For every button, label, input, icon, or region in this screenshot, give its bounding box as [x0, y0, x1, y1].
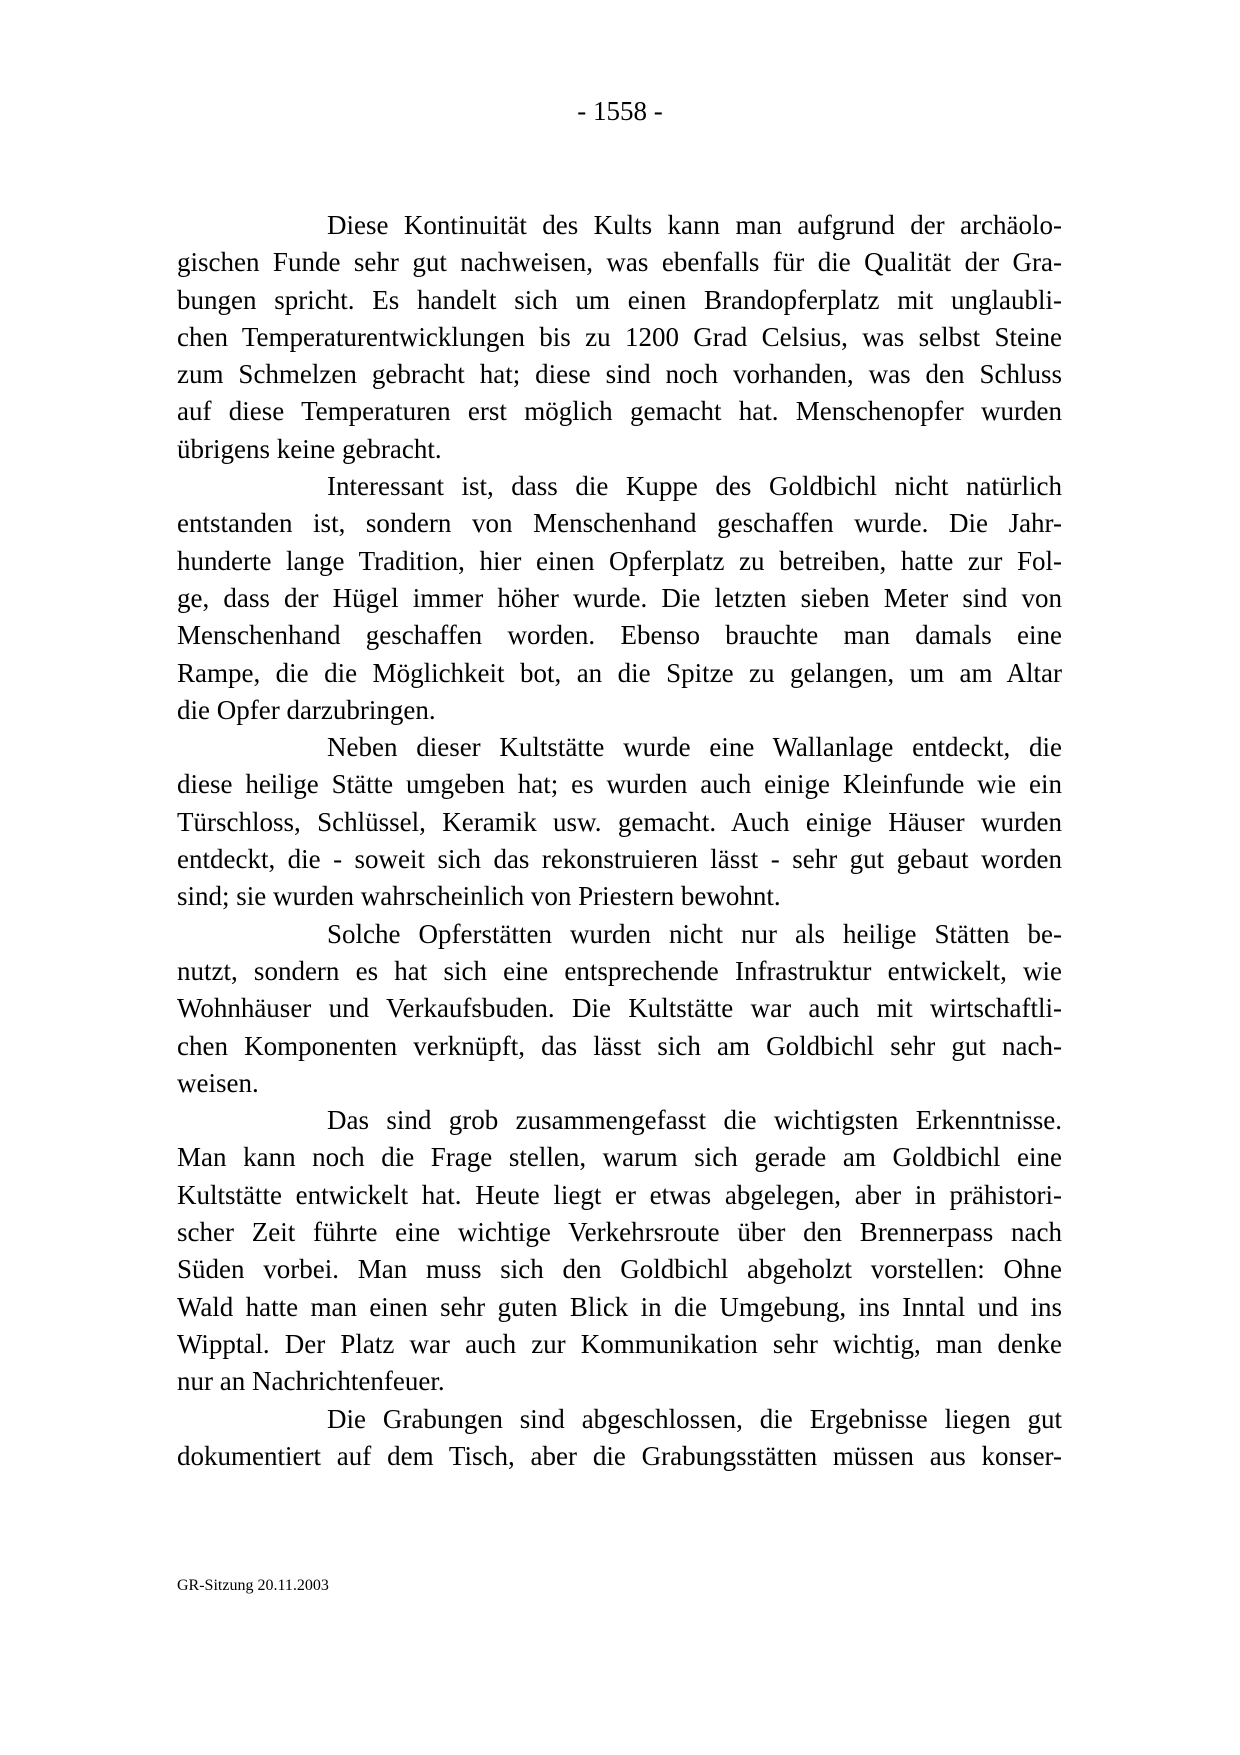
- text-line: Rampe, die die Möglichkeit bot, an die Spitze zu gelangen, um am Altar: [177, 657, 1062, 688]
- text-line: bungen spricht. Es handelt sich um einen Brandopferplatz mit unglaubli-: [177, 284, 1062, 315]
- text-line: Wipptal. Der Platz war auch zur Kommunikation sehr wichtig, man denke: [177, 1328, 1062, 1359]
- text-line: hunderte lange Tradition, hier einen Opferplatz zu betreiben, hatte zur Fol-: [177, 545, 1062, 576]
- text-line: Türschloss, Schlüssel, Keramik usw. gemacht. Auch einige Häuser wurden: [177, 806, 1062, 837]
- text-line: Wald hatte man einen sehr guten Blick in die Umgebung, ins Inntal und ins: [177, 1291, 1062, 1322]
- text-line: Wohnhäuser und Verkaufsbuden. Die Kultstätte war auch mit wirtschaftli-: [177, 993, 1062, 1024]
- text-line: dokumentiert auf dem Tisch, aber die Grabungsstätten müssen aus konser-: [177, 1440, 1062, 1471]
- text-line: chen Komponenten verknüpft, das lässt sich am Goldbichl sehr gut nach-: [177, 1030, 1062, 1061]
- text-line: chen Temperaturentwicklungen bis zu 1200 Grad Celsius, was selbst Steine: [177, 321, 1062, 352]
- text-line: Diese Kontinuität des Kults kann man aufgrund der archäolo-: [327, 210, 1062, 240]
- body-text: [177, 207, 1062, 1475]
- text-line: scher Zeit führte eine wichtige Verkehrsroute über den Brennerpass nach: [177, 1217, 1062, 1248]
- text-line: Solche Opferstätten wurden nicht nur als heilige Stätten be-: [327, 918, 1062, 949]
- text-line: auf diese Temperaturen erst möglich gemacht hat. Menschenopfer wurden: [177, 396, 1062, 427]
- text-line: diese heilige Stätte umgeben hat; es wurden auch einige Kleinfunde wie ein: [177, 769, 1062, 800]
- text-line: nur an Nachrichtenfeuer.: [177, 1366, 445, 1397]
- text-line: nutzt, sondern es hat sich eine entsprechende Infrastruktur entwickelt, wie: [177, 955, 1062, 986]
- text-line: Kultstätte entwickelt hat. Heute liegt er etwas abgelegen, aber in prähistori-: [177, 1179, 1062, 1210]
- text-line: entstanden ist, sondern von Menschenhand geschaffen wurde. Die Jahr-: [177, 508, 1062, 539]
- page-number: - 1558 -: [577, 96, 663, 126]
- text-line: Neben dieser Kultstätte wurde eine Wallanlage entdeckt, die: [327, 732, 1062, 763]
- text-line: Das sind grob zusammengefasst die wichtigsten Erkenntnisse.: [327, 1105, 1062, 1136]
- text-line: entdeckt, die - soweit sich das rekonstruieren lässt - sehr gut gebaut worden: [177, 844, 1062, 875]
- text-line: die Opfer darzubringen.: [177, 694, 436, 725]
- text-line: gischen Funde sehr gut nachweisen, was ebenfalls für die Qualität der Gra-: [177, 247, 1062, 278]
- text-line: Interessant ist, dass die Kuppe des Goldbichl nicht natürlich: [327, 471, 1062, 502]
- text-line: Man kann noch die Frage stellen, warum sich gerade am Goldbichl eine: [177, 1142, 1062, 1173]
- text-line: Menschenhand geschaffen worden. Ebenso brauchte man damals eine: [177, 620, 1062, 651]
- text-line: sind; sie wurden wahrscheinlich von Priestern bewohnt.: [177, 881, 781, 912]
- footer: GR-Sitzung 20.11.2003: [177, 1577, 329, 1594]
- text-line: Süden vorbei. Man muss sich den Goldbichl abgeholzt vorstellen: Ohne: [177, 1254, 1062, 1285]
- text-line: weisen.: [177, 1067, 259, 1098]
- text-line: übrigens keine gebracht.: [177, 433, 442, 464]
- text-line: Die Grabungen sind abgeschlossen, die Ergebnisse liegen gut: [327, 1403, 1062, 1434]
- text-line: zum Schmelzen gebracht hat; diese sind noch vorhanden, was den Schluss: [177, 359, 1062, 390]
- text-line: ge, dass der Hügel immer höher wurde. Die letzten sieben Meter sind von: [177, 582, 1062, 613]
